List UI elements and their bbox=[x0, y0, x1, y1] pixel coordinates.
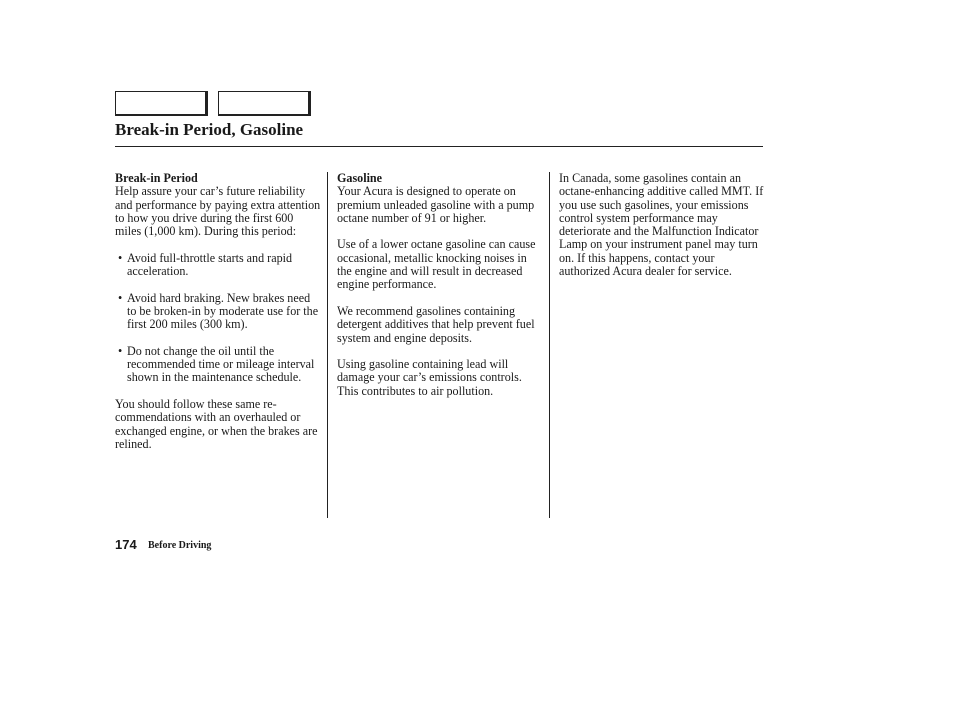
nav-tab-box-1[interactable] bbox=[115, 91, 208, 116]
page-number: 174 bbox=[115, 537, 137, 552]
bullet-item bbox=[115, 345, 321, 385]
break-in-closing: You should follow these same re-commendations with an overhauled or exchanged engine, or when the brakes are relined. bbox=[115, 397, 318, 451]
bullet-item bbox=[115, 292, 321, 332]
column-divider bbox=[549, 172, 550, 518]
column-break-in bbox=[115, 172, 321, 465]
nav-tab-box-2[interactable] bbox=[218, 91, 311, 116]
title-divider bbox=[115, 146, 763, 147]
section-heading-gasoline: Gasoline bbox=[337, 171, 383, 185]
gasoline-paragraph: Using gasoline containing lead will damage your car’s emissions controls. This contributes to air pollution. bbox=[337, 357, 522, 398]
bullet-dot: • bbox=[118, 290, 123, 305]
column-divider bbox=[327, 172, 328, 518]
bullet-text: Do not change the oil until the recommended time or mileage interval shown in the maintenance schedule. bbox=[127, 343, 315, 385]
column-canada bbox=[559, 172, 765, 292]
break-in-intro: Help assure your car’s future reliability and performance by paying extra attention to how you drive during the first 600 miles (1,000 km). During this period: bbox=[115, 184, 321, 239]
bullet-text: Avoid full-throttle starts and rapid acceleration. bbox=[127, 250, 293, 279]
gasoline-paragraph: We recommend gasolines containing detergent additives that help prevent fuel system and engine deposits. bbox=[337, 303, 535, 345]
bullet-dot: • bbox=[118, 250, 123, 265]
page-title: Break-in Period, Gasoline bbox=[115, 120, 304, 139]
gasoline-paragraph: Use of a lower octane gasoline can cause occasional, metallic knocking noises in the engine and will result in decreased engine performance. bbox=[337, 237, 536, 292]
section-name: Before Driving bbox=[148, 540, 212, 551]
column-gasoline bbox=[337, 172, 543, 411]
section-heading-break-in: Break-in Period bbox=[115, 171, 198, 185]
canada-paragraph: In Canada, some gasolines contain an octane-enhancing additive called MMT. If you use such gasolines, your emissions control system performance may deteriorate and the Malfunction Indicator Lamp on your instrument panel may turn on. If this happens, contact your authorized Acura dealer for service. bbox=[559, 171, 764, 279]
bullet-dot: • bbox=[118, 343, 123, 358]
gasoline-paragraph: Your Acura is designed to operate on premium unleaded gasoline with a pump octane number of 91 or higher. bbox=[337, 184, 535, 225]
bullet-item bbox=[115, 252, 321, 279]
bullet-text: Avoid hard braking. New brakes need to be broken-in by moderate use for the first 200 miles (300 km). bbox=[127, 290, 319, 332]
